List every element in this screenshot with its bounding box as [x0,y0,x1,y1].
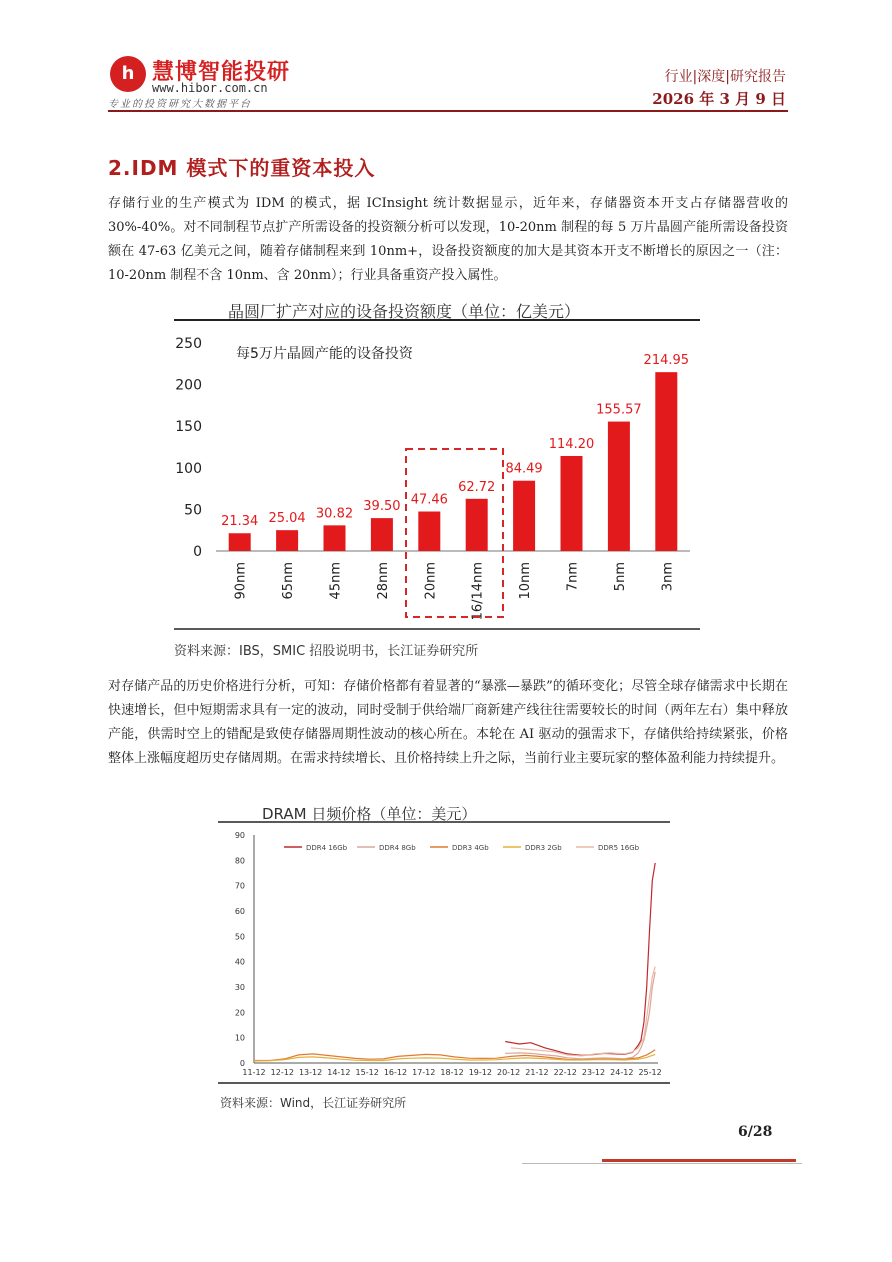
header-divider [108,110,788,112]
chart2-source: 资料来源：Wind，长江证券研究所 [220,1096,407,1110]
chart1-bar [513,481,535,551]
chart1-bar [466,499,488,551]
chart2-y-tick-label: 80 [234,856,245,866]
chart2-x-tick-label: 21-12 [525,1068,549,1077]
chart2-y-tick-label: 0 [239,1059,245,1068]
chart1-legend-label: 每5万片晶圆产能的设备投资 [236,346,413,362]
logo-url: www.hibor.com.cn [152,81,268,95]
paragraph-2: 对存储产品的历史价格进行分析，可知：存储价格都有着显著的“暴涨—暴跌”的循环变化；尽管全球存储需求中长期在快速增长，但中短期需求具有一定的波动，同时受制于供给端厂商新建产线往往需要较长的时间（两年左右）集中释放产能，供需时空上的错配是致使存储器周期性波动的核心所在。本轮在 AI 驱动的强需求下，存储供给持续紧张，价格整体上涨幅度超历史存储周期。在需求持续增长、且价格持续上升之际，当前行业主要玩家的整体盈利能力持续提升。 [108,679,788,766]
chart2-x-tick-label: 25-12 [638,1068,662,1077]
chart1-category-label: 65nm [281,562,297,600]
chart2-series-line [505,972,655,1059]
chart2-x-tick-label: 12-12 [270,1068,294,1077]
chart1-bar-chart [160,318,710,636]
chart2-y-tick-label: 10 [234,1033,245,1043]
chart2-y-tick-label: 20 [234,1008,245,1018]
chart2-x-tick-label: 14-12 [327,1068,351,1077]
footer-accent [602,1159,796,1162]
chart1-value-label: 30.82 [315,506,354,522]
chart1-value-label: 21.34 [221,514,259,530]
chart1-bar [229,533,251,551]
chart1-y-tick-label: 0 [193,544,202,560]
chart1-value-label: 25.04 [268,511,306,527]
chart2-x-tick-label: 18-12 [440,1068,464,1077]
report-date: 2026 年 3 月 9 日 [652,90,786,108]
logo-icon: h [110,56,146,92]
chart1-category-label: 45nm [328,562,344,600]
chart1-y-tick-label: 250 [175,336,202,352]
logo-slogan: 专业的投资研究大数据平台 [108,99,252,110]
chart1-y-tick-label: 200 [175,377,202,394]
chart2-title: DRAM 日频价格（单位：美元） [262,805,477,823]
chart1-bar [276,530,298,551]
chart1-category-label: 28nm [375,562,391,600]
chart1-category-label: 5nm [612,562,628,592]
paragraph-1: 存储行业的生产模式为 IDM 的模式，据 ICInsight 统计数据显示，近年来，存储器资本开支占存储器营收的 30%-40%。对不同制程节点扩产所需设备的投资额分析可以发现，10-20nm 制程的每 5 万片晶圆产能所需设备投资额在 47-63 亿美元之间，随着存储制程来到 10nm+，设备投资额度的加大是其资本开支不断增长的原因之一（注：10-20nm 制程不含 10nm、含 20nm）；行业具备重资产投入属性。 [108,196,788,283]
chart1-bar [655,372,677,551]
chart2-x-tick-label: 24-12 [610,1068,634,1077]
chart1-bar [324,525,346,551]
chart2-legend-label: DDR4 16Gb [306,844,348,852]
chart2-legend-label: DDR4 8Gb [379,844,416,852]
chart2-y-tick-label: 70 [234,881,245,891]
footer-rule [522,1163,802,1164]
section-title: 2.IDM 模式下的重资本投入 [108,156,376,180]
chart1-category-label: 7nm [565,562,581,592]
chart2-legend-label: DDR5 16Gb [598,844,640,852]
chart2-legend-label: DDR3 4Gb [452,844,489,852]
logo-name: 慧博智能投研 [152,60,291,85]
chart1-value-label: 84.49 [505,461,543,477]
chart1-category-label: 20nm [423,562,439,600]
chart1-title: 晶圆厂扩产对应的设备投资额度（单位：亿美元） [228,302,581,321]
chart2-line-chart [218,821,670,1085]
chart1-y-tick-label: 100 [175,460,202,477]
chart2-series-line [254,1054,655,1061]
chart1-bar [561,456,583,551]
chart2-y-tick-label: 60 [234,907,245,916]
chart2-x-tick-label: 17-12 [412,1068,436,1077]
chart1-value-label: 62.72 [458,479,496,495]
page-number: 6/28 [738,1124,773,1140]
chart2-legend-label: DDR3 2Gb [525,844,562,852]
chart1-category-label: 16/14nm [470,562,486,621]
chart1-category-label: 90nm [233,562,249,600]
chart2-y-tick-label: 40 [234,957,245,967]
chart2-series-line [505,863,655,1056]
chart1-value-label: 114.20 [548,436,595,452]
chart1-category-label: 10nm [518,562,534,600]
chart1-value-label: 214.95 [643,353,690,369]
chart1-source: 资料来源：IBS，SMIC 招股说明书，长江证券研究所 [174,644,479,659]
chart2-x-tick-label: 13-12 [298,1068,323,1077]
report-type: 行业|深度|研究报告 [664,69,786,85]
chart2-x-tick-label: 16-12 [383,1068,408,1077]
chart1-bar [371,518,393,551]
chart1-value-label: 39.50 [363,499,401,515]
chart2-x-tick-label: 20-12 [496,1068,521,1077]
chart1-category-label: 3nm [660,562,676,592]
chart2-series-line [511,967,655,1056]
chart2-x-tick-label: 22-12 [553,1068,577,1077]
chart1-value-label: 47.46 [410,492,448,508]
chart2-y-tick-label: 50 [234,932,245,942]
chart1-bar [608,422,630,551]
chart2-x-tick-label: 15-12 [355,1068,379,1077]
chart2-y-tick-label: 90 [234,831,245,840]
chart2-x-tick-label: 11-12 [242,1068,266,1077]
chart1-y-tick-label: 50 [184,502,202,519]
chart2-x-tick-label: 23-12 [581,1068,606,1077]
chart1-value-label: 155.57 [596,402,642,418]
chart1-bar [418,512,440,551]
chart2-x-tick-label: 19-12 [468,1068,492,1077]
chart2-y-tick-label: 30 [234,983,245,992]
chart1-y-tick-label: 150 [175,419,202,436]
